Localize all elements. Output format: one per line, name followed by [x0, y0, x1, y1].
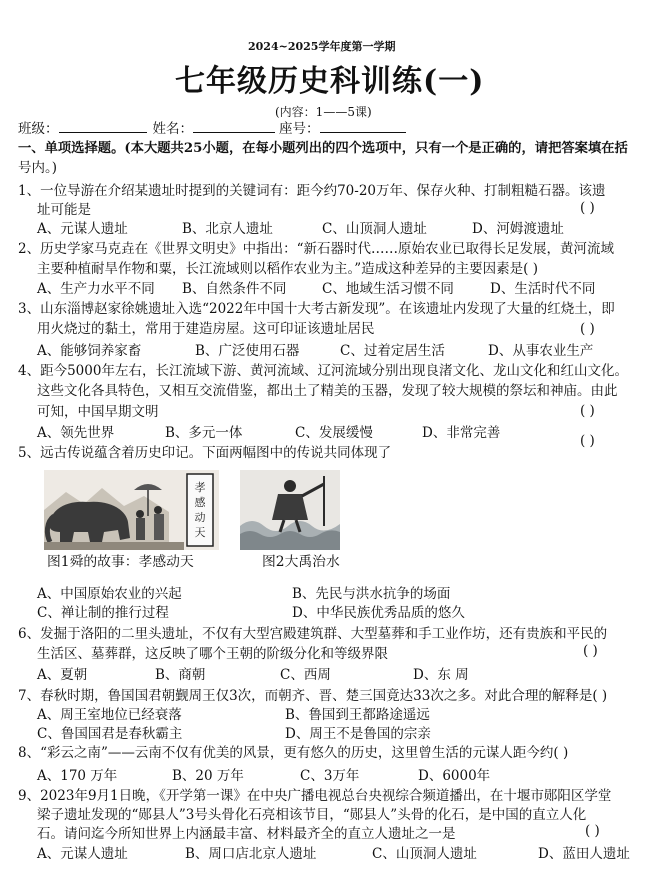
q5-option-b[interactable]: B、先民与洪水抗争的场面 — [292, 586, 451, 602]
q7-option-d[interactable]: D、周王不是鲁国的宗亲 — [285, 726, 431, 742]
figure-1-shun-illustration — [44, 470, 219, 550]
q1-answer-paren[interactable]: ( ) — [580, 200, 595, 216]
q9-option-d[interactable]: D、蓝田人遗址 — [538, 846, 630, 862]
q3-answer-paren[interactable]: ( ) — [580, 321, 595, 337]
q7-option-b[interactable]: B、鲁国到王都路途遥远 — [285, 707, 430, 723]
name-label: 姓名： — [152, 121, 193, 137]
q3-stem-1: 3、山东淄博赵家徐姚遗址入选“2022年中国十大考古新发现”。在该遗址内发现了大量的红烧土，即 — [18, 301, 615, 317]
q6-option-d[interactable]: D、东 周 — [413, 667, 469, 683]
q2-option-a[interactable]: A、生产力水平不同 — [37, 281, 155, 297]
q3-stem-2: 用火烧过的黏土，常用于建造房屋。这可印证该遗址居民 — [37, 321, 375, 337]
section-heading-cont: 号内。) — [18, 160, 58, 176]
q2-stem-1: 2、历史学家马克垚在《世界文明史》中指出：“新石器时代……原始农业已取得长足发展，黄河流域 — [18, 241, 614, 257]
q8-option-d[interactable]: D、6000年 — [418, 768, 491, 784]
q3-option-d[interactable]: D、从事农业生产 — [488, 343, 594, 359]
q1-option-c[interactable]: C、山顶洞人遗址 — [322, 221, 427, 237]
q9-option-b[interactable]: B、周口店北京人遗址 — [185, 846, 317, 862]
section-heading: 一、单项选择题。(本大题共25小题，在每小题列出的四个选项中，只有一个是正确的，请把答案填在括 — [18, 141, 628, 156]
figure-1-sign-text: 孝感动天 — [194, 481, 206, 539]
q7-stem-1: 7、春秋时期，鲁国国君朝觐周王仅3次，而朝齐、晋、楚三国竟达33次之多。对此合理的解释是( ) — [18, 688, 608, 704]
q6-option-a[interactable]: A、夏朝 — [37, 667, 88, 683]
q6-answer-paren[interactable]: ( ) — [583, 643, 598, 659]
figure-1-drawing — [44, 470, 219, 550]
q2-option-c[interactable]: C、地域生活习惯不同 — [322, 281, 454, 297]
q9-option-c[interactable]: C、山顶洞人遗址 — [372, 846, 477, 862]
q6-option-b[interactable]: B、商朝 — [155, 667, 206, 683]
q4-option-a[interactable]: A、领先世界 — [37, 425, 115, 441]
q3-option-b[interactable]: B、广泛使用石器 — [195, 343, 300, 359]
q8-stem-1: 8、“彩云之南”——云南不仅有优美的风景，更有悠久的历史，这里曾生活的元谋人距今约( ) — [18, 745, 569, 761]
q4-option-d[interactable]: D、非常完善 — [422, 425, 501, 441]
figure-2-caption: 图2大禹治水 — [262, 554, 340, 570]
class-field[interactable] — [59, 120, 147, 133]
name-field[interactable] — [193, 120, 275, 133]
q9-option-a[interactable]: A、元谋人遗址 — [37, 846, 128, 862]
page-title: 七年级历史科训练(一) — [175, 64, 485, 99]
q1-stem-1: 1、一位导游在介绍某遗址时提到的关键词有：距今约70-20万年、保存火种、打制粗糙石器。该遗 — [18, 183, 606, 199]
q4-answer-paren[interactable]: ( ) — [580, 403, 595, 419]
q5-stem-1: 5、远古传说蕴含着历史印记。下面两幅图中的传说共同体现了 — [18, 445, 392, 461]
q5-option-a[interactable]: A、中国原始农业的兴起 — [37, 586, 182, 602]
q4-option-b[interactable]: B、多元一体 — [165, 425, 243, 441]
content-scope: (内容：1——5课) — [275, 105, 372, 119]
q6-option-c[interactable]: C、西周 — [280, 667, 331, 683]
student-fields — [18, 120, 406, 139]
q4-option-c[interactable]: C、发展缓慢 — [295, 425, 373, 441]
q1-option-d[interactable]: D、河姆渡遗址 — [472, 221, 564, 237]
q1-option-b[interactable]: B、北京人遗址 — [182, 221, 273, 237]
seat-label: 座号： — [279, 121, 320, 137]
q2-option-d[interactable]: D、生活时代不同 — [490, 281, 596, 297]
q7-option-a[interactable]: A、周王室地位已经衰落 — [37, 707, 182, 723]
q6-stem-2: 生活区、墓葬群，这反映了哪个王朝的阶级分化和等级界限 — [37, 646, 388, 662]
q6-stem-1: 6、发掘于洛阳的二里头遗址，不仅有大型宫殿建筑群、大型墓葬和手工业作坊，还有贵族和平民的 — [18, 626, 608, 642]
q8-option-c[interactable]: C、3万年 — [300, 768, 360, 784]
q9-stem-3: 石。请问迄今所知世界上内涵最丰富、材料最齐全的直立人遗址之一是 — [37, 826, 456, 842]
seat-field[interactable] — [320, 120, 406, 133]
q5-answer-paren[interactable]: ( ) — [580, 433, 595, 449]
q1-option-a[interactable]: A、元谋人遗址 — [37, 221, 128, 237]
q8-option-a[interactable]: A、170 万年 — [37, 768, 118, 784]
class-label: 班级： — [18, 121, 59, 137]
figure-2-yu-illustration — [240, 470, 340, 550]
q2-option-b[interactable]: B、自然条件不同 — [182, 281, 287, 297]
term-line: 2024~2025学年度第一学期 — [248, 40, 396, 53]
q7-option-c[interactable]: C、鲁国国君是春秋霸主 — [37, 726, 183, 742]
q9-stem-2: 梁子遗址发现的“郧县人”3号头骨化石亮相该节目，“郧县人”头骨的化石，是中国的直立人化 — [37, 807, 587, 823]
figure-1-caption: 图1舜的故事：孝感动天 — [47, 554, 194, 570]
q2-stem-2: 主要种植耐旱作物和粟，长江流域则以稻作农业为主。”造成这种差异的主要因素是( ) — [37, 261, 538, 277]
q4-stem-2: 这些文化各具特色，又相互交流借鉴，都出土了精美的玉器，发现了较大规模的祭坛和神庙。由此 — [37, 383, 618, 399]
q4-stem-1: 4、距今5000年左右，长江流域下游、黄河流域、辽河流域分别出现良渚文化、龙山文化和红山文化。 — [18, 363, 628, 379]
q9-stem-1: 9、2023年9月1日晚，《开学第一课》在中央广播电视总台央视综合频道播出，在十堰市郧阳区学堂 — [18, 788, 612, 804]
q5-option-c[interactable]: C、禅让制的推行过程 — [37, 605, 169, 621]
q4-stem-3: 可知，中国早期文明 — [37, 404, 159, 420]
q8-option-b[interactable]: B、20 万年 — [172, 768, 244, 784]
q5-option-d[interactable]: D、中华民族优秀品质的悠久 — [292, 605, 465, 621]
q3-option-a[interactable]: A、能够饲养家畜 — [37, 343, 142, 359]
q1-stem-2: 址可能是 — [37, 202, 91, 218]
q9-answer-paren[interactable]: ( ) — [585, 823, 600, 839]
q3-option-c[interactable]: C、过着定居生活 — [340, 343, 445, 359]
figure-2-drawing — [240, 470, 340, 550]
